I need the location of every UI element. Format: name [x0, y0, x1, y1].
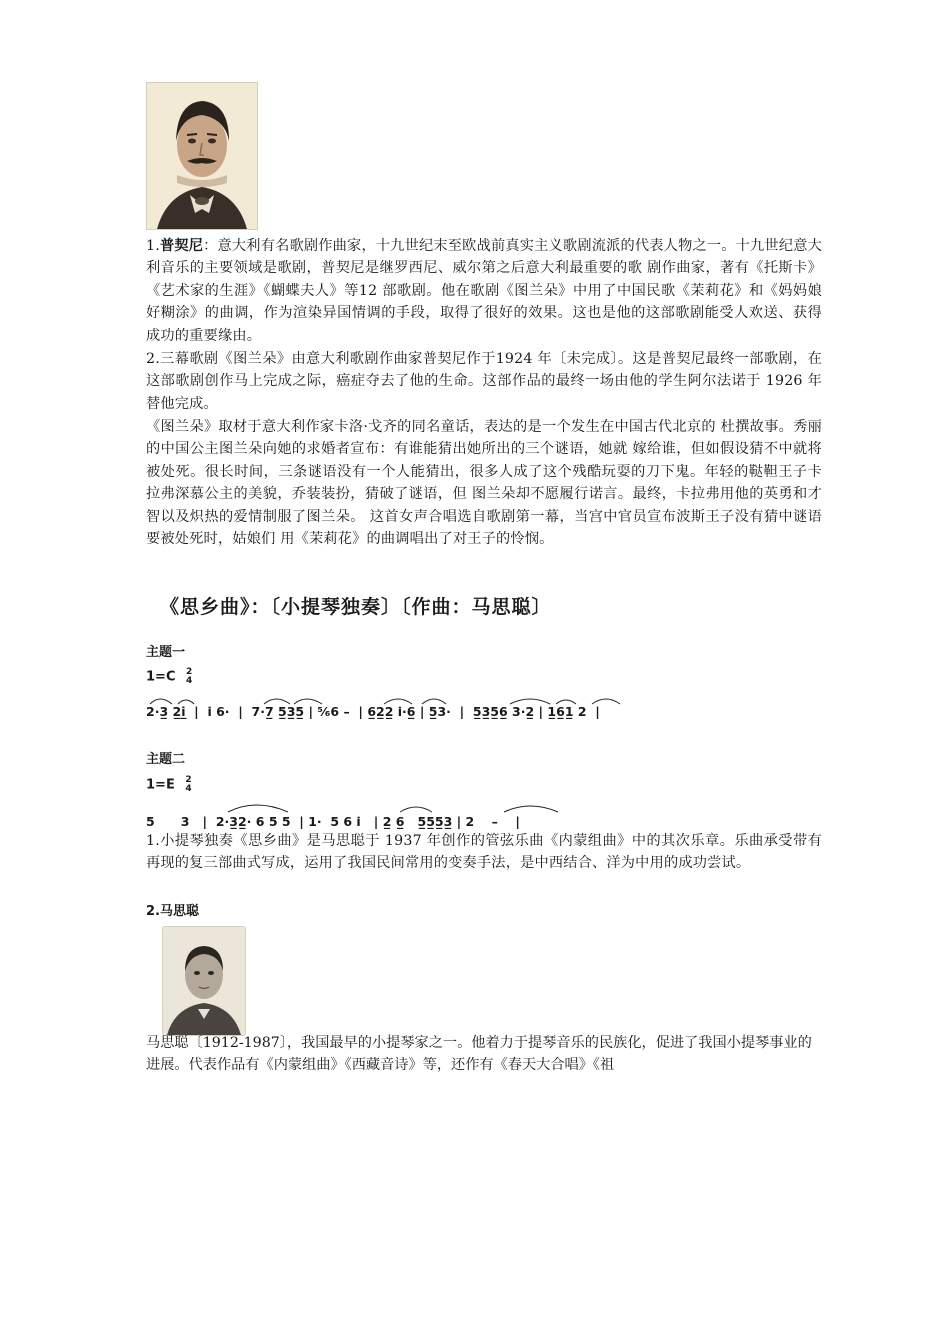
ma-sicong-portrait [162, 926, 246, 1036]
theme1-label: 主题一 [146, 645, 186, 660]
slur-9 [592, 699, 620, 704]
puccini-name: 普契尼 [159, 238, 204, 254]
turandot-story-paragraph: 《图兰朵》取材于意大利作家卡洛·戈齐的同名童话，表达的是一个发生在中国古代北京的 杜撰故事。秀丽的中国公主图兰朵向她的求婚者宣布：有谁能猜出她所出的三个谜语，她就 嫁给谁，但如假设猜不中就将被处死。很长时间，三条谜语没有一个人能猜出，很多人成了这个残酷玩耍的刀下鬼。年轻的鞑靼王子卡拉弗深慕公主的美貌，乔装装扮，猜破了谜语，但 图兰朵却不愿履行诺言。最终，卡拉弗用他的英勇和才智以及炽热的爱情制服了图兰朵。 这首女声合唱选自歌剧第一幕，当宫中官员宣布波斯王子没有猜中谜语要被处死时，姑娘们 用《茉莉花》的曲调唱出了对王子的怜悯。 [146, 419, 822, 548]
puccini-intro-paragraph [146, 235, 822, 347]
slur-11 [400, 807, 432, 812]
theme1-key: 1=C [146, 669, 176, 685]
paragraph-number: 1. [146, 238, 160, 254]
homesick-paragraph: 1.小提琴独奏《思乡曲》是马思聪于 1937 年创作的管弦乐曲《内蒙组曲》中的其次乐章。乐曲承受带有再现的复三部曲式写成，运用了我国民间常用的变奏手法，是中西结合、洋为中用的成功尝试。 [146, 833, 822, 872]
time-signature [186, 668, 192, 686]
slur-8 [556, 700, 576, 704]
theme1-key-line [146, 668, 192, 686]
theme2-label: 主题二 [146, 752, 186, 767]
slur-3 [264, 699, 290, 704]
slur-5 [384, 699, 412, 704]
puccini-portrait [146, 82, 258, 230]
slur-12 [504, 806, 558, 812]
theme2-key-line [146, 776, 192, 794]
theme1-notation: 2·3̲ 2̲i̲ | i̇ 6· | 7·7̲ 5̲3̲5̲ | ⁵⁄₆6 – | 6̲2̲2̲ i̇·6̲ | 5̲3· | 5̲3̲5̲6̲ 3·2̲ | 1̲6̲1̲ 2 | [146, 704, 600, 719]
slur-1 [150, 699, 172, 704]
theme2-slurs [146, 798, 656, 828]
puccini-description: ：意大利有名歌剧作曲家，十九世纪末至欧战前真实主义歌剧流派的代表人物之一。十九世纪意大利音乐的主要领域是歌剧，普契尼是继罗西尼、威尔第之后意大利最重要的歌 剧作曲家，著有《托斯卡》《艺术家的生涯》《蝴蝶夫人》等12 部歌剧。他在歌剧《图兰朵》中用了中国民歌《茉莉花》和《妈妈娘好糊涂》的曲调，作为渲染异国情调的手段，取得了很好的效果。这也是他的这部歌剧能受人欢送、获得成功的重要缘由。 [146, 238, 822, 344]
section-heading: 《思乡曲》：〔小提琴独奏〕〔作曲：马思聪〕 [160, 596, 552, 618]
theme1-slurs [146, 692, 656, 722]
slur-4 [294, 699, 322, 704]
slur-10 [228, 805, 288, 812]
ma-sicong-paragraph: 马思聪〔1912-1987〕，我国最早的小提琴家之一。他着力于提琴音乐的民族化，促进了我国小提琴事业的进展。代表作品有《内蒙组曲》《西藏音诗》等，还作有《春天大合唱》《祖 [146, 1035, 812, 1074]
time-numerator-2: 2 [185, 775, 192, 785]
theme2-notation: 5 3 | 2·3̲2̲· 6 5 5 | 1· 5 6 i̇ | 2̲ 6̲ 5̲5̲5̲3̲ | 2 – | [146, 814, 520, 829]
theme2-key: 1=E [146, 777, 175, 793]
turandot-paragraph: 2.三幕歌剧《图兰朵》由意大利歌剧作曲家普契尼作于1924 年〔未完成〕。这是普契尼最终一部歌剧，在这部歌剧创作马上完成之际，癌症夺去了他的生命。这部作品的最终一场由他的学生阿尔法诺于 1926 年替他完成。 [146, 351, 822, 412]
time-numerator: 2 [186, 667, 193, 677]
slur-2 [178, 700, 194, 704]
time-denominator: 4 [186, 676, 193, 686]
ma-sicong-heading: 2.马思聪 [146, 904, 199, 919]
portrait-drawing-2 [163, 927, 245, 1035]
time-signature-2 [185, 776, 191, 794]
portrait-drawing [147, 83, 257, 229]
time-denominator-2: 4 [185, 784, 192, 794]
slur-7 [510, 699, 550, 704]
slur-6 [422, 699, 446, 704]
